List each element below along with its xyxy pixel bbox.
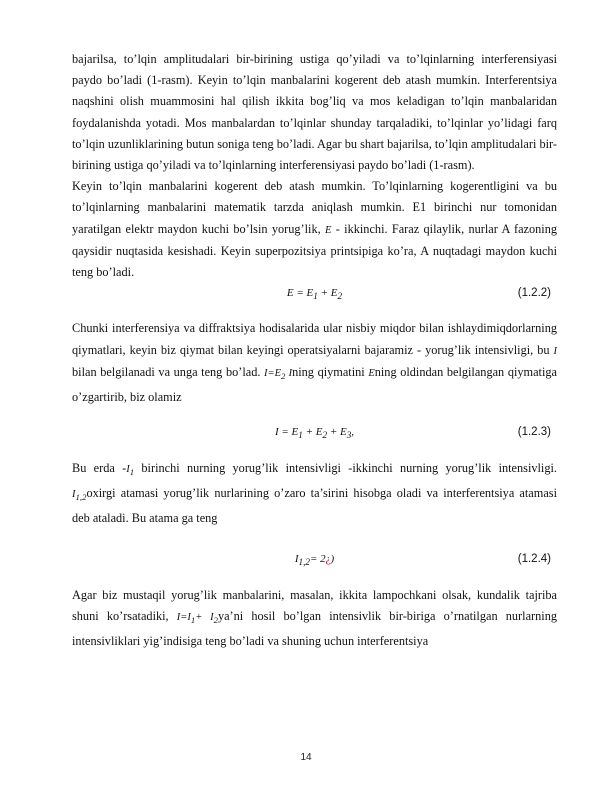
paragraph-5 [72,585,557,653]
equation-1-2-4-number: (1.2.4) [517,553,551,566]
symbol-i1: $I_1$ [126,463,135,477]
paragraph-5-text-a: Agar biz mustaqil yorug’lik manbalarini, masalan, ikkita lampochkani olsak, kundalik tajriba shuni ko’rsatadiki, [72,587,557,623]
paragraph-5-text-b: ya’ni hosil bo’lgan intensivlik bir-biriga o’rnatilgan nurlarning intensivliklari yig’indisiga teng bo’ladi va shuning uchun interferentsiya [72,608,557,648]
paragraph-3-text-c: ning qiymatini [292,364,365,379]
equation-1-2-2 [72,283,557,304]
paragraph-3-text-d: ning oldindan belgilangan qiymatiga o’zgartirib, biz olamiz [72,364,557,405]
symbol-e-2: E [368,367,375,379]
inverted-question-mark: ¿ [325,553,331,566]
paragraph-1-text: bajarilsa, to’lqin amplitudalari bir-birining ustiga qo’yiladi va to’lqinlarning interferensiyasi paydo bo’ladi (1-rasm). Keyin to’lqin manbalarini kogerent deb atash mumkin. Interferentsiya naqshini olish muammosini hal qilish ikkita bog’liq va mos keladigan to’lqin manbalaridan foydalanishda yotadi. Mos manbalardan to’lqinlar shunday tarqaladiki, to’lqinlar yo’lidagi farq to’lqin uzunliklarining butun soniga teng bo’ladi. Agar bu shart bajarilsa, to’lqin amplitudalari bir-birining ustiga qo’yiladi va to’lqinlarning interferensiyasi paydo bo’ladi (1-rasm). [72,52,557,173]
symbol-e: E [325,224,332,236]
paragraph-3-text-b: bilan belgilanadi va unga teng bo’lad. [72,364,261,379]
paragraph-4-text-a: Bu erda - [72,460,127,475]
equation-1-2-3-number: (1.2.3) [517,426,551,439]
paragraph-2-text-b: - ikkinchi. Faraz qilaylik, nurlar A fazoning qaysidir nuqtasida kesishadi. Keyin superpozitsiya printsipiga ko’ra, A nuqtadagi maydon kuchi teng bo’ladi. [72,221,558,280]
equation-1-2-4 [72,549,557,570]
paragraph-2 [72,176,557,283]
paragraph-3 [72,318,557,408]
paragraph-2-text-a: Keyin to’lqin manbalarini kogerent deb atash mumkin. To’lqinlarning kogerentligini va bu to’lqinlarning manbalarini matematik tarzda aniqlash mumkin. E1 birinchi nur tomonidan yaratilgan elektr maydon kuchi bo’lsin yorug’lik, [72,179,557,236]
formula-i-sum: $I=I_1+ I_2$ [176,611,218,625]
paragraph-4 [72,458,557,530]
document-body [72,49,557,652]
paragraph-4-text-c: oxirgi atamasi yorug’lik nurlarining o’zaro ta’sirini hisobga oladi va interferentsiya atamasi deb ataladi. Bu atama ga teng [72,485,557,526]
symbol-i12: $I_{1,2}$ [72,488,87,502]
equation-1-2-3 [72,422,557,443]
paragraph-3-text-a: Chunki interferensiya va diffraktsiya hodisalarida ular nisbiy miqdor bilan ishlaydimiqdorlarning qiymatlari, keyin biz qiymat bilan keyingi operatsiyalarni bajaramiz - yorug’lik intensivligi, bu [72,321,557,357]
page-number: 14 [300,752,312,763]
equation-1-2-2-number: (1.2.2) [517,287,551,300]
formula-i-e2: $I=E_2$ I [264,367,293,381]
paragraph-4-text-b: birinchi nurning yorug’lik intensivligi -ikkinchi nurning yorug’lik intensivligi. [141,460,557,475]
symbol-i: I [553,345,557,357]
equation-1-2-3-formula: $I = E_1 + E_2 + E_3$, [274,426,355,441]
paragraph-1 [72,49,557,176]
equation-1-2-2-formula: $E = E_1 + E_2$ [286,287,343,302]
equation-1-2-4-formula: $I_{1,2}=$ 2¿) [294,553,335,568]
